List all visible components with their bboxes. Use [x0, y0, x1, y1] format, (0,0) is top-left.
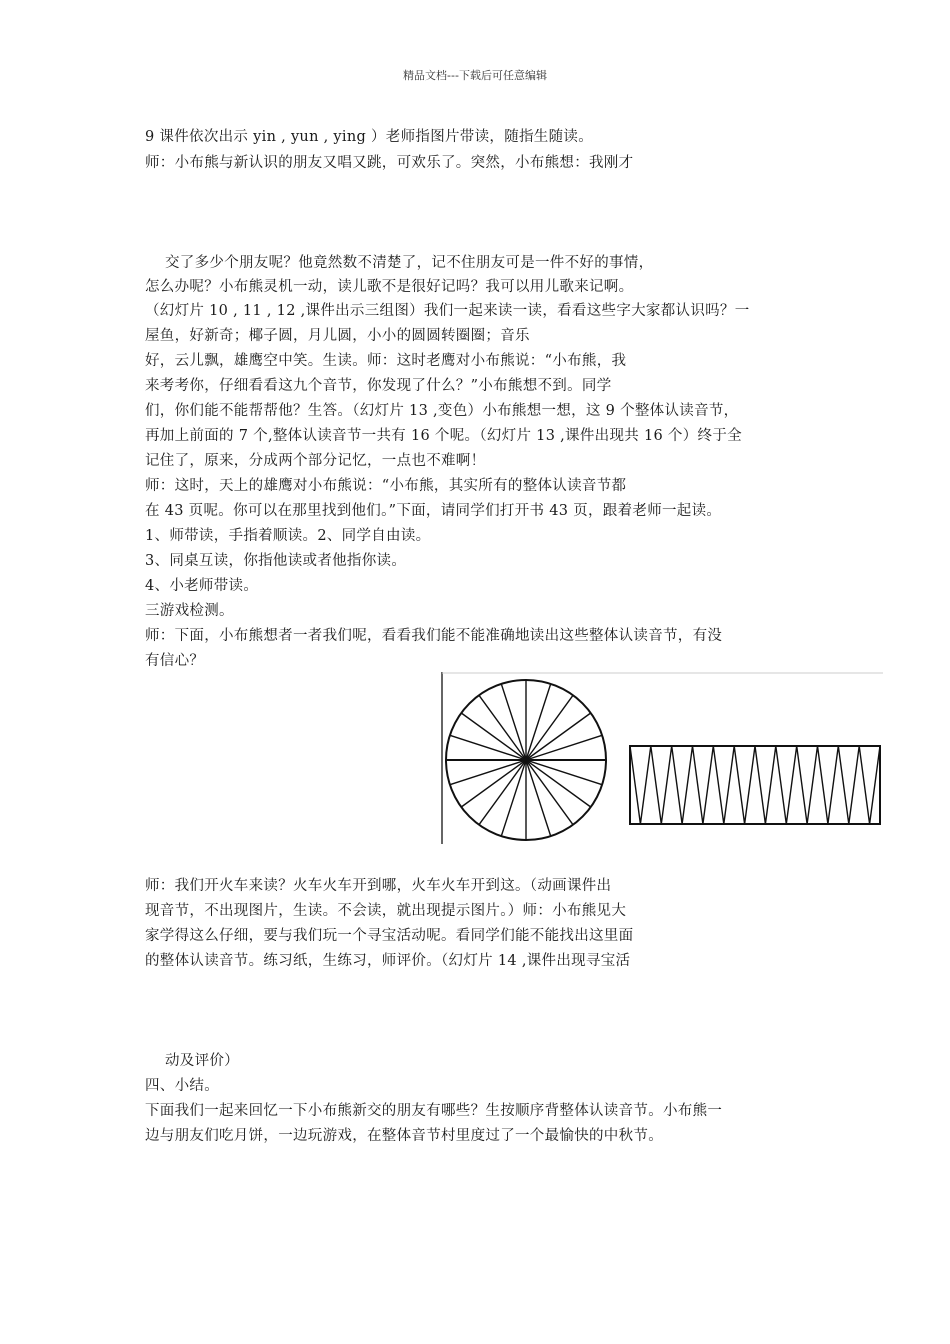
page-header: 精品文档---下载后可任意编辑 [403, 69, 547, 82]
paragraph-line: 下面我们一起来回忆一下小布熊新交的朋友有哪些？生按顺序背整体认读音节。小布熊一 [145, 1103, 723, 1119]
paragraph-line: 有信心？ [145, 653, 205, 669]
paragraph-line: 现音节，不出现图片，生读。不会读，就出现提示图片。）师：小布熊见大 [145, 903, 627, 919]
wheel-spoke [479, 760, 526, 825]
paragraph-line: 记住了，原来，分成两个部分记忆，一点也不难啊！ [145, 453, 486, 469]
wheel-spoke [450, 760, 526, 785]
paragraph-line: （幻灯片 10 , 11 , 12 ,课件出示三组图）我们一起来读一读，看看这些字大家都认识吗？一 [145, 303, 750, 319]
paragraph-line: 再加上前面的 7 个,整体认读音节一共有 16 个呢。（幻灯片 13 ,课件出现共 16 个）终于全 [145, 428, 742, 444]
paragraph-line: 交了多少个朋友呢？他竟然数不清楚了，记不住朋友可是一件不好的事情， [165, 255, 654, 271]
wheel-spoke [526, 695, 573, 760]
paragraph-line: 4、小老师带读。 [145, 578, 259, 594]
paragraph-line: 在 43 页呢。你可以在那里找到他们。”下面，请同学们打开书 43 页，跟着老师一起读。 [145, 503, 722, 519]
paragraph-line: 好，云儿飘，雄鹰空中笑。生读。师：这时老鹰对小布熊说：“小布熊，我 [145, 353, 627, 369]
wheel-spoke [526, 684, 551, 760]
paragraph-line: 屋鱼，好新奇；椰子圆，月儿圆，小小的圆圆转圈圈；音乐 [145, 328, 530, 344]
paragraph-line: 家学得这么仔细，要与我们玩一个寻宝活动呢。看同学们能不能找出这里面 [145, 928, 634, 944]
zigzag-icon [630, 746, 880, 824]
paragraph-line: 师：下面，小布熊想者一者我们呢，看看我们能不能准确地读出这些整体认读音节，有没 [145, 628, 723, 644]
wheel-spoke [501, 760, 526, 836]
paragraph-line: 师：小布熊与新认识的朋友又唱又跳，可欢乐了。突然，小布熊想：我刚才 [145, 155, 634, 171]
wheel-spoke [461, 713, 526, 760]
paragraph-line: 9 课件依次出示 yin , yun , ying ）老师指图片带读，随指生随读。 [145, 129, 593, 145]
game-figure [441, 672, 883, 844]
wheel-spoke [526, 760, 591, 807]
paragraph-line: 1、师带读，手指着顺读。2、同学自由读。 [145, 528, 431, 544]
paragraph-line: 怎么办呢？小布熊灵机一动，读儿歌不是很好记吗？我可以用儿歌来记啊。 [145, 279, 634, 295]
wheel-spoke [461, 760, 526, 807]
paragraph-line: 动及评价） [165, 1053, 239, 1069]
paragraph-line: 四、小结。 [145, 1078, 219, 1094]
wheel-spoke [501, 684, 526, 760]
wheel-spoke [479, 695, 526, 760]
paragraph-line: 来考考你，仔细看看这九个音节，你发现了什么？”小布熊想不到。同学 [145, 378, 612, 394]
paragraph-line: 3、同桌互读，你指他读或者他指你读。 [145, 553, 407, 569]
wheel-icon [446, 680, 606, 840]
paragraph-line: 师：这时，天上的雄鹰对小布熊说：“小布熊，其实所有的整体认读音节都 [145, 478, 627, 494]
paragraph-line: 的整体认读音节。练习纸，生练习，师评价。（幻灯片 14 ,课件出现寻宝活 [145, 953, 631, 969]
zigzag-line [630, 746, 880, 824]
wheel-spoke [526, 735, 602, 760]
paragraph-line: 边与朋友们吃月饼，一边玩游戏，在整体音节村里度过了一个最愉快的中秋节。 [145, 1128, 663, 1144]
paragraph-line: 们，你们能不能帮帮他？生答。（幻灯片 13 ,变色）小布熊想一想，这 9 个整体认读音节， [145, 403, 739, 419]
paragraph-line: 三游戏检测。 [145, 603, 234, 619]
wheel-spoke [526, 713, 591, 760]
wheel-spoke [526, 760, 551, 836]
wheel-spoke [526, 760, 573, 825]
zigzag-frame [630, 746, 880, 824]
wheel-spoke [450, 735, 526, 760]
wheel-spoke [526, 760, 602, 785]
paragraph-line: 师：我们开火车来读？火车火车开到哪，火车火车开到这。（动画课件出 [145, 878, 612, 894]
